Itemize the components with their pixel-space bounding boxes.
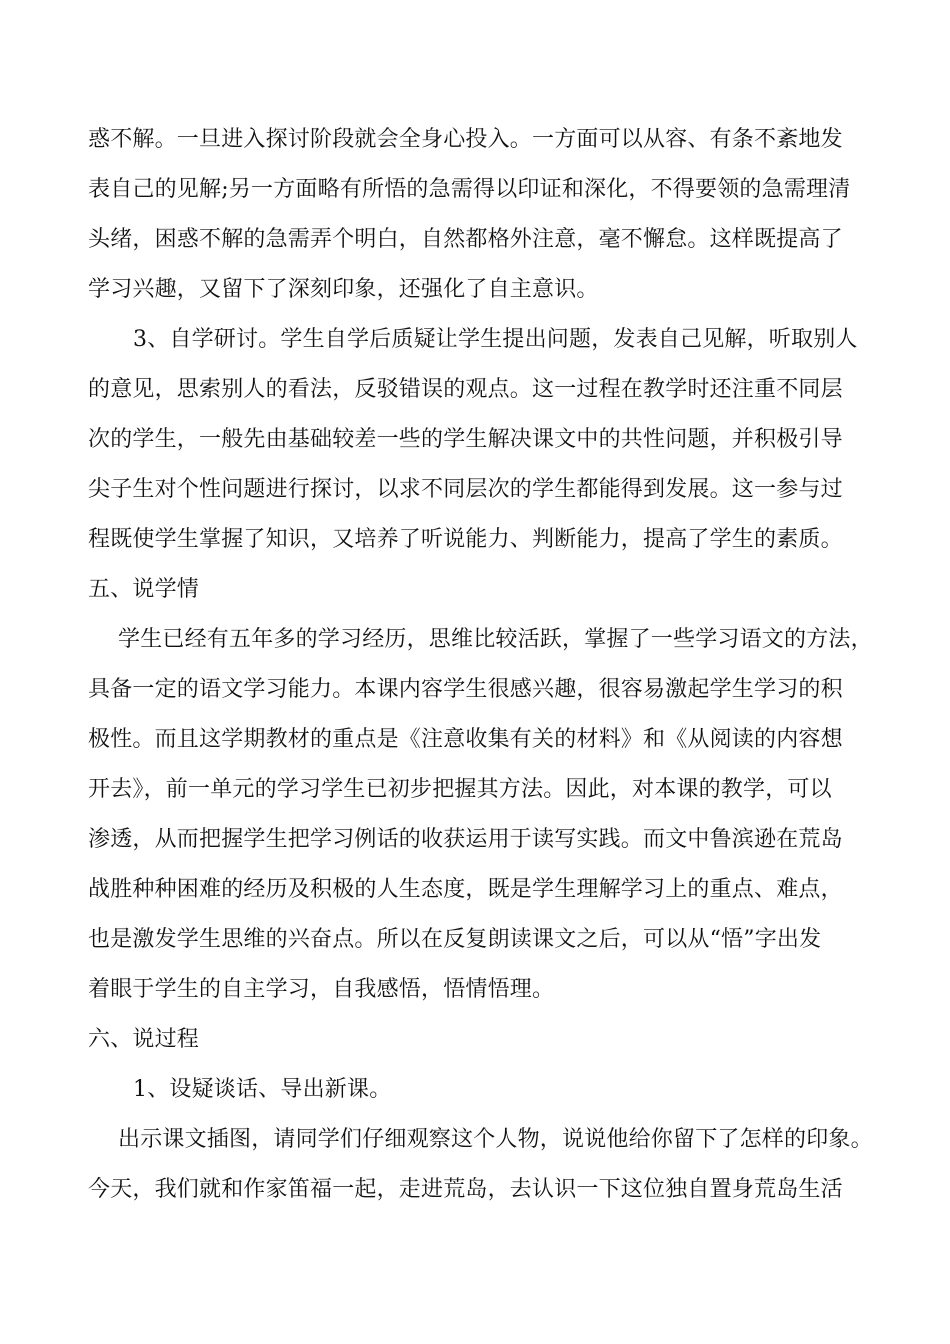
paragraph-line: 表自己的见解;另一方面略有所悟的急需得以印证和深化，不得要领的急需理清: [88, 177, 851, 202]
paragraph-line: 出示课文插图，请同学们仔细观察这个人物，说说他给你留下了怎样的印象。: [118, 1127, 873, 1152]
paragraph-line: 学生已经有五年多的学习经历，思维比较活跃，掌握了一些学习语文的方法，: [118, 627, 873, 652]
paragraph-line: 惑不解。一旦进入探讨阶段就会全身心投入。一方面可以从容、有条不紊地发: [88, 127, 843, 152]
paragraph-line: 程既使学生掌握了知识，又培养了听说能力、判断能力，提高了学生的素质。: [88, 527, 843, 552]
paragraph-line: 的意见，思索别人的看法，反驳错误的观点。这一过程在教学时还注重不同层: [88, 377, 843, 402]
paragraph-line: 今天，我们就和作家笛福一起，走进荒岛，去认识一下这位独自置身荒岛生活: [88, 1177, 843, 1202]
paragraph-line: 尖子生对个性问题进行探讨，以求不同层次的学生都能得到发展。这一参与过: [88, 477, 843, 502]
paragraph-line: 具备一定的语文学习能力。本课内容学生很感兴趣，很容易激起学生学习的积: [88, 677, 843, 702]
subheading: 1、设疑谈话、导出新课。: [133, 1077, 392, 1102]
paragraph-line: 也是激发学生思维的兴奋点。所以在反复朗读课文之后，可以从“悟”字出发: [88, 927, 822, 952]
paragraph-line: 着眼于学生的自主学习，自我感悟，悟情悟理。: [88, 977, 555, 1002]
paragraph-line: 学习兴趣，又留下了深刻印象，还强化了自主意识。: [88, 277, 599, 302]
section-heading: 六、说过程: [88, 1027, 200, 1052]
paragraph-line: 渗透，从而把握学生把学习例话的收获运用于读写实践。而文中鲁滨逊在荒岛: [88, 827, 843, 852]
paragraph-line: 开去》，前一单元的学习学生已初步把握其方法。因此，对本课的教学，可以: [88, 777, 832, 802]
paragraph-line: 头绪，困惑不解的急需弄个明白，自然都格外注意，毫不懈怠。这样既提高了: [88, 227, 843, 252]
paragraph-line: 战胜种种困难的经历及积极的人生态度，既是学生理解学习上的重点、难点，: [88, 877, 843, 902]
paragraph-line: 3、自学研讨。学生自学后质疑让学生提出问题，发表自己见解，听取别人: [133, 327, 858, 352]
paragraph-line: 次的学生，一般先由基础较差一些的学生解决课文中的共性问题，并积极引导: [88, 427, 843, 452]
paragraph-line: 极性。而且这学期教材的重点是《注意收集有关的材料》和《从阅读的内容想: [88, 727, 843, 752]
section-heading: 五、说学情: [88, 577, 200, 602]
